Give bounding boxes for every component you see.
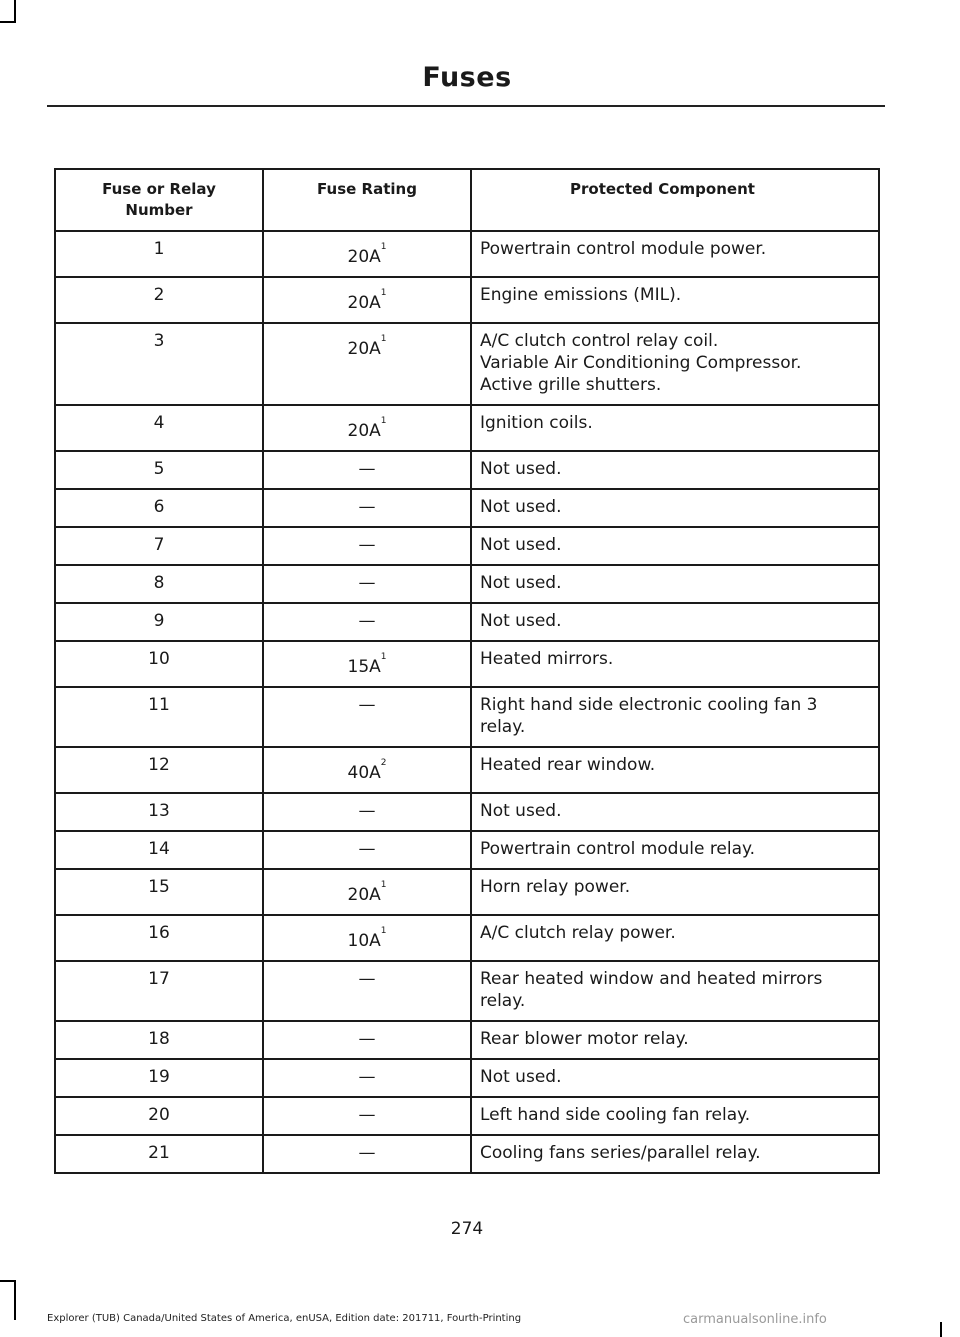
fuse-number-cell: 19: [55, 1059, 263, 1097]
fuse-rating-cell: [263, 831, 471, 869]
table-row: [55, 793, 879, 831]
fuse-number-cell: 2: [55, 277, 263, 323]
table-row: [55, 831, 879, 869]
protected-component-cell: [471, 405, 879, 451]
component-line: relay.: [480, 991, 526, 1011]
fuse-rating-value: —: [358, 611, 376, 631]
fuse-number-cell: 8: [55, 565, 263, 603]
fuse-rating-value: —: [358, 1067, 376, 1087]
fuse-rating-cell: [263, 405, 471, 451]
protected-component-cell: [471, 747, 879, 793]
table-row: [55, 1059, 879, 1097]
table-row: [55, 277, 879, 323]
fuse-rating-value: —: [358, 839, 376, 859]
fuse-rating-value: —: [358, 969, 376, 989]
protected-component-cell: [471, 603, 879, 641]
component-line: Not used.: [480, 535, 562, 555]
component-line: Not used.: [480, 801, 562, 821]
fuse-rating-value: —: [358, 695, 376, 715]
fuse-rating-value: —: [358, 801, 376, 821]
component-line: Active grille shutters.: [480, 375, 662, 395]
fuse-rating-value: —: [358, 1105, 376, 1125]
component-line: Not used.: [480, 573, 562, 593]
table-row: [55, 489, 879, 527]
component-line: Variable Air Conditioning Compressor.: [480, 353, 802, 373]
fuse-rating-value: —: [358, 1143, 376, 1163]
component-line: Not used.: [480, 459, 562, 479]
fuse-number-cell: 13: [55, 793, 263, 831]
protected-component-cell: [471, 641, 879, 687]
protected-component-cell: [471, 869, 879, 915]
fuse-number-cell: 10: [55, 641, 263, 687]
component-line: Horn relay power.: [480, 877, 631, 897]
fuse-number-cell: 9: [55, 603, 263, 641]
fuse-number-cell: 15: [55, 869, 263, 915]
footnote-marker: 2: [380, 758, 387, 768]
fuse-rating-value: —: [358, 1029, 376, 1049]
table-row: [55, 1135, 879, 1173]
component-line: Cooling fans series/parallel relay.: [480, 1143, 761, 1163]
fuse-rating-value: 20A: [347, 885, 381, 905]
table-row: [55, 1097, 879, 1135]
fuse-rating-cell: [263, 747, 471, 793]
fuse-rating-cell: [263, 565, 471, 603]
protected-component-cell: [471, 323, 879, 405]
component-line: relay.: [480, 717, 526, 737]
fuse-rating-cell: [263, 915, 471, 961]
fuse-number-cell: 20: [55, 1097, 263, 1135]
protected-component-cell: [471, 687, 879, 747]
fuse-number-cell: 6: [55, 489, 263, 527]
fuse-rating-cell: [263, 231, 471, 277]
protected-component-cell: [471, 1059, 879, 1097]
fuse-rating-value: —: [358, 497, 376, 517]
header-divider: [47, 105, 885, 107]
component-line: Powertrain control module power.: [480, 239, 767, 259]
watermark: carmanualsonline.info: [683, 1312, 827, 1327]
component-line: Not used.: [480, 611, 562, 631]
fuse-table-body: [55, 231, 879, 1173]
fuse-number-cell: 4: [55, 405, 263, 451]
page-title: Fuses: [422, 62, 512, 93]
footnote-marker: 1: [380, 926, 387, 936]
fuse-number-cell: 3: [55, 323, 263, 405]
component-line: Left hand side cooling fan relay.: [480, 1105, 751, 1125]
fuse-rating-value: 10A: [347, 931, 381, 951]
fuse-rating-cell: [263, 527, 471, 565]
footnote-marker: 1: [380, 334, 387, 344]
fuse-rating-value: —: [358, 459, 376, 479]
fuse-rating-value: —: [358, 535, 376, 555]
table-row: [55, 405, 879, 451]
fuse-rating-cell: [263, 1021, 471, 1059]
table-row: [55, 687, 879, 747]
fuse-rating-cell: [263, 1135, 471, 1173]
fuse-rating-value: 20A: [347, 293, 381, 313]
table-row: [55, 565, 879, 603]
crop-mark-bottom-left-v: [14, 1280, 16, 1320]
protected-component-cell: [471, 277, 879, 323]
fuse-rating-cell: [263, 323, 471, 405]
component-line: Not used.: [480, 1067, 562, 1087]
component-line: Heated rear window.: [480, 755, 656, 775]
protected-component-cell: [471, 1135, 879, 1173]
protected-component-cell: [471, 831, 879, 869]
component-line: Not used.: [480, 497, 562, 517]
fuse-rating-cell: [263, 277, 471, 323]
protected-component-cell: [471, 793, 879, 831]
component-line: Ignition coils.: [480, 413, 593, 433]
footer-edition-text: Explorer (TUB) Canada/United States of America, enUSA, Edition date: 201711, Fourth-Printing: [47, 1313, 522, 1324]
footnote-marker: 1: [380, 416, 387, 426]
fuse-rating-value: 20A: [347, 421, 381, 441]
fuse-number-cell: 21: [55, 1135, 263, 1173]
column-header-component: Protected Component: [471, 169, 879, 231]
fuse-number-cell: 18: [55, 1021, 263, 1059]
protected-component-cell: [471, 1021, 879, 1059]
fuse-rating-cell: [263, 489, 471, 527]
page-number: 274: [450, 1219, 484, 1239]
table-row: [55, 527, 879, 565]
column-header-number: Fuse or Relay Number: [55, 169, 263, 231]
table-row: [55, 323, 879, 405]
component-line: Engine emissions (MIL).: [480, 285, 682, 305]
fuse-rating-cell: [263, 687, 471, 747]
fuse-rating-cell: [263, 961, 471, 1021]
component-line: Heated mirrors.: [480, 649, 614, 669]
fuse-number-cell: 17: [55, 961, 263, 1021]
fuse-rating-value: 40A: [347, 763, 381, 783]
fuse-rating-cell: [263, 451, 471, 489]
footnote-marker: 1: [380, 880, 387, 890]
table-row: [55, 747, 879, 793]
fuse-rating-cell: [263, 869, 471, 915]
fuse-rating-value: 15A: [347, 657, 381, 677]
table-row: [55, 231, 879, 277]
protected-component-cell: [471, 915, 879, 961]
component-line: A/C clutch relay power.: [480, 923, 676, 943]
protected-component-cell: [471, 565, 879, 603]
fuse-number-cell: 16: [55, 915, 263, 961]
fuse-rating-value: 20A: [347, 247, 381, 267]
component-line: Right hand side electronic cooling fan 3: [480, 695, 818, 715]
fuse-table: [54, 168, 880, 1174]
component-line: Rear blower motor relay.: [480, 1029, 689, 1049]
footnote-marker: 1: [380, 242, 387, 252]
table-row: [55, 961, 879, 1021]
fuse-number-cell: 1: [55, 231, 263, 277]
fuse-number-cell: 5: [55, 451, 263, 489]
protected-component-cell: [471, 451, 879, 489]
fuse-rating-value: —: [358, 573, 376, 593]
table-header-row: [55, 169, 879, 231]
crop-mark-bottom-left-h: [0, 1280, 16, 1282]
component-line: Powertrain control module relay.: [480, 839, 756, 859]
footnote-marker: 1: [380, 288, 387, 298]
crop-mark-bottom-right-v: [940, 1322, 942, 1337]
crop-mark-top-left-h: [0, 21, 16, 23]
fuse-rating-value: 20A: [347, 339, 381, 359]
protected-component-cell: [471, 231, 879, 277]
protected-component-cell: [471, 1097, 879, 1135]
protected-component-cell: [471, 527, 879, 565]
fuse-number-cell: 7: [55, 527, 263, 565]
fuse-number-cell: 12: [55, 747, 263, 793]
table-row: [55, 869, 879, 915]
protected-component-cell: [471, 961, 879, 1021]
table-row: [55, 603, 879, 641]
component-line: A/C clutch control relay coil.: [480, 331, 719, 351]
fuse-number-cell: 14: [55, 831, 263, 869]
table-row: [55, 451, 879, 489]
table-row: [55, 915, 879, 961]
column-header-rating: Fuse Rating: [263, 169, 471, 231]
fuse-rating-cell: [263, 1059, 471, 1097]
table-row: [55, 641, 879, 687]
fuse-rating-cell: [263, 793, 471, 831]
fuse-rating-cell: [263, 641, 471, 687]
fuse-number-cell: 11: [55, 687, 263, 747]
protected-component-cell: [471, 489, 879, 527]
fuse-rating-cell: [263, 603, 471, 641]
footnote-marker: 1: [380, 652, 387, 662]
fuse-rating-cell: [263, 1097, 471, 1135]
crop-mark-top-left-v: [14, 0, 16, 22]
table-row: [55, 1021, 879, 1059]
component-line: Rear heated window and heated mirrors: [480, 969, 823, 989]
